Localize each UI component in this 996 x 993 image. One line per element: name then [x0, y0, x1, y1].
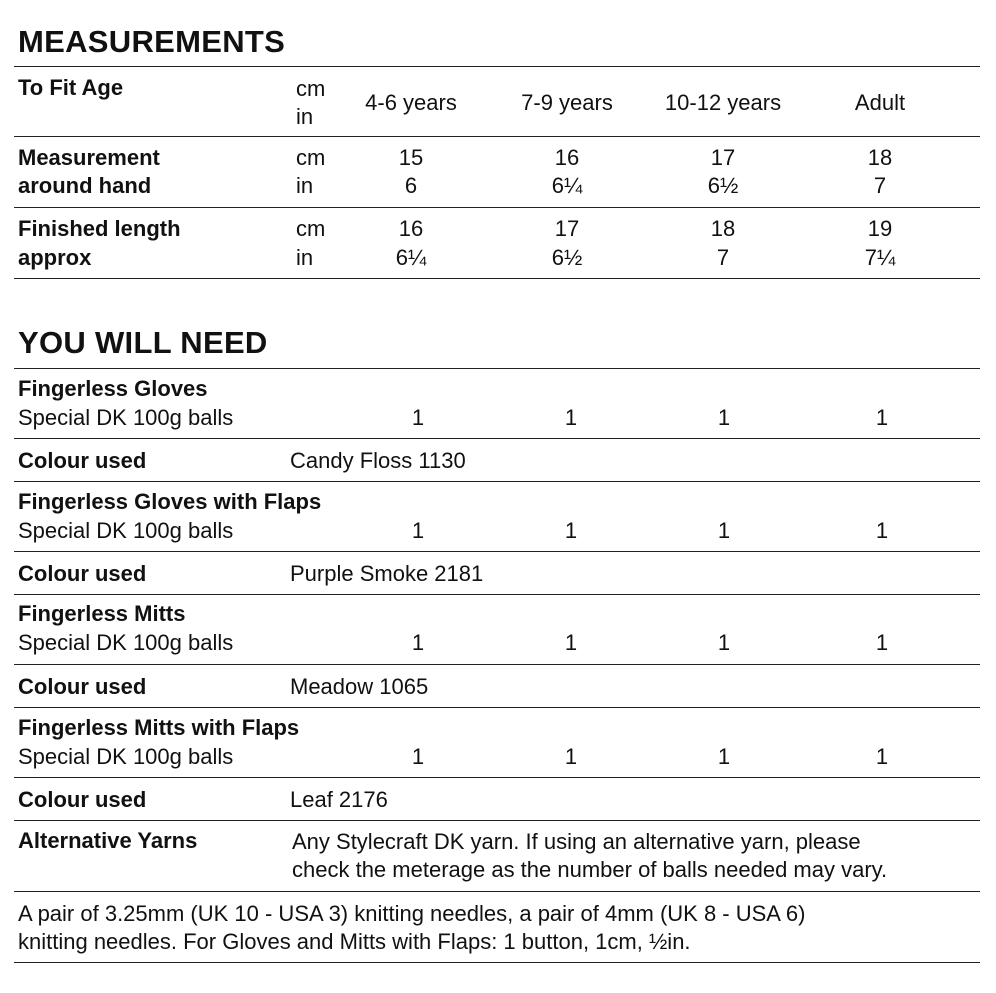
- colour-used-label: Colour used: [18, 561, 147, 586]
- divider: [14, 664, 980, 665]
- ball-count: 1: [717, 405, 731, 430]
- unit-in: in: [296, 173, 314, 198]
- alternative-yarns-text: Any Stylecraft DK yarn. If using an alternative yarn, please: [292, 829, 861, 854]
- colour-value: Purple Smoke 2181: [290, 561, 484, 586]
- ball-count: 1: [717, 518, 731, 543]
- divider: [14, 820, 980, 821]
- hand-measurement-label: Measurement: [18, 145, 160, 170]
- hand-cm-value: 16: [554, 145, 580, 170]
- product-name: Fingerless Gloves: [18, 376, 208, 401]
- ball-count: 1: [875, 744, 889, 769]
- needles-text: A pair of 3.25mm (UK 10 - USA 3) knitting needles, a pair of 4mm (UK 8 - USA 6): [18, 901, 806, 926]
- divider: [14, 368, 980, 369]
- divider: [14, 278, 980, 279]
- hand-in-value: 6: [404, 173, 418, 198]
- divider: [14, 136, 980, 137]
- balls-label: Special DK 100g balls: [18, 405, 234, 430]
- ball-count: 1: [411, 405, 425, 430]
- alternative-yarns-text-2: check the meterage as the number of balls needed may vary.: [292, 857, 888, 882]
- ball-count: 1: [564, 518, 578, 543]
- hand-measurement-label-2: around hand: [18, 173, 152, 198]
- to-fit-age-label: To Fit Age: [18, 75, 124, 100]
- unit-cm: cm: [296, 76, 326, 101]
- divider: [14, 551, 980, 552]
- ball-count: 1: [411, 518, 425, 543]
- divider: [14, 777, 980, 778]
- divider: [14, 891, 980, 892]
- finished-length-label-2: approx: [18, 245, 92, 270]
- length-cm-value: 19: [867, 216, 893, 241]
- needles-text-2: knitting needles. For Gloves and Mitts with Flaps: 1 button, 1cm, ½in.: [18, 929, 691, 954]
- balls-label: Special DK 100g balls: [18, 518, 234, 543]
- length-in-value: 7¼: [864, 245, 896, 270]
- ball-count: 1: [564, 405, 578, 430]
- ball-count: 1: [411, 630, 425, 655]
- length-in-value: 6½: [551, 245, 583, 270]
- product-name: Fingerless Mitts: [18, 601, 186, 626]
- ball-count: 1: [411, 744, 425, 769]
- divider: [14, 707, 980, 708]
- you-will-need-heading: YOU WILL NEED: [18, 325, 268, 360]
- length-in-value: 7: [716, 245, 730, 270]
- ball-count: 1: [717, 744, 731, 769]
- hand-cm-value: 18: [867, 145, 893, 170]
- length-cm-value: 17: [554, 216, 580, 241]
- ball-count: 1: [875, 405, 889, 430]
- hand-cm-value: 17: [710, 145, 736, 170]
- unit-in: in: [296, 245, 314, 270]
- age-column-header: 7-9 years: [521, 90, 613, 115]
- hand-cm-value: 15: [398, 145, 424, 170]
- unit-cm: cm: [296, 216, 326, 241]
- ball-count: 1: [875, 518, 889, 543]
- length-in-value: 6¼: [395, 245, 427, 270]
- divider: [14, 66, 980, 67]
- colour-used-label: Colour used: [18, 787, 147, 812]
- divider: [14, 594, 980, 595]
- divider: [14, 481, 980, 482]
- product-name: Fingerless Gloves with Flaps: [18, 489, 322, 514]
- age-column-header: Adult: [854, 90, 906, 115]
- colour-used-label: Colour used: [18, 674, 147, 699]
- hand-in-value: 6½: [707, 173, 739, 198]
- colour-value: Meadow 1065: [290, 674, 429, 699]
- divider: [14, 962, 980, 963]
- balls-label: Special DK 100g balls: [18, 744, 234, 769]
- measurements-heading: MEASUREMENTS: [18, 24, 286, 59]
- colour-value: Leaf 2176: [290, 787, 388, 812]
- length-cm-value: 16: [398, 216, 424, 241]
- hand-in-value: 7: [873, 173, 887, 198]
- balls-label: Special DK 100g balls: [18, 630, 234, 655]
- finished-length-label: Finished length: [18, 216, 181, 241]
- unit-cm: cm: [296, 145, 326, 170]
- product-name: Fingerless Mitts with Flaps: [18, 715, 300, 740]
- ball-count: 1: [564, 744, 578, 769]
- divider: [14, 438, 980, 439]
- divider: [14, 207, 980, 208]
- hand-in-value: 6¼: [551, 173, 583, 198]
- ball-count: 1: [875, 630, 889, 655]
- colour-value: Candy Floss 1130: [290, 448, 466, 473]
- ball-count: 1: [717, 630, 731, 655]
- age-column-header: 4-6 years: [365, 90, 457, 115]
- alternative-yarns-label: Alternative Yarns: [18, 828, 198, 853]
- colour-used-label: Colour used: [18, 448, 147, 473]
- ball-count: 1: [564, 630, 578, 655]
- length-cm-value: 18: [710, 216, 736, 241]
- unit-in: in: [296, 104, 314, 129]
- age-column-header: 10-12 years: [664, 90, 782, 115]
